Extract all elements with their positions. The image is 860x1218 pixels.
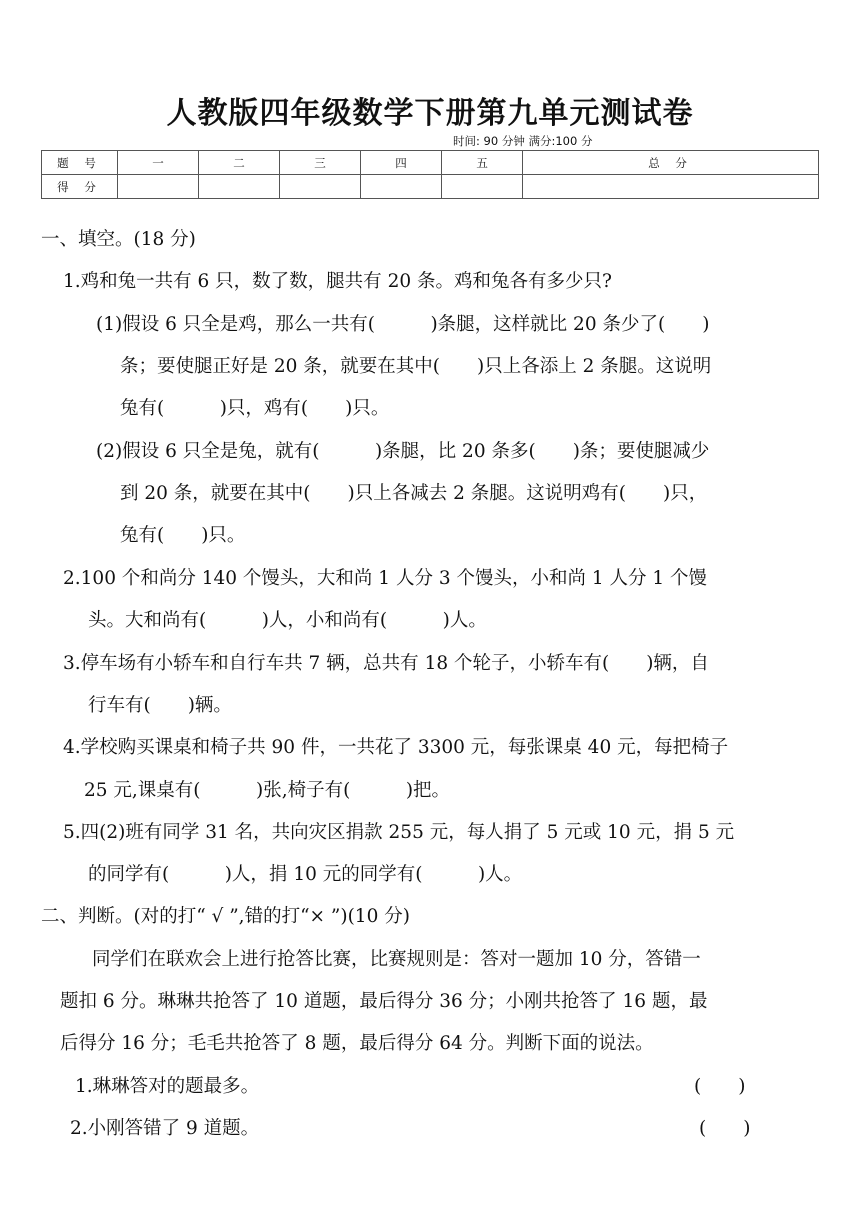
score-cell-3[interactable] — [280, 175, 361, 199]
judgment-item-2: 2.小刚答错了 9 道题。 — [70, 1118, 260, 1139]
section-1-heading: 一、填空。(18 分) — [41, 229, 196, 250]
question-1-part-1-line-1: (1)假设 6 只全是鸡，那么一共有( )条腿，这样就比 20 条少了( ) — [96, 314, 710, 335]
question-3-line-2: 行车有( )辆。 — [88, 695, 232, 716]
question-1-stem: 1.鸡和兔一共有 6 只，数了数，腿共有 20 条。鸡和兔各有多少只? — [63, 271, 612, 292]
exam-info: 时间: 90 分钟 满分:100 分 — [453, 134, 593, 148]
score-cell-1[interactable] — [118, 175, 199, 199]
score-cell-4[interactable] — [361, 175, 442, 199]
question-5-line-2: 的同学有( )人，捐 10 元的同学有( )人。 — [88, 864, 523, 885]
score-cell-5[interactable] — [442, 175, 523, 199]
score-cell-2[interactable] — [199, 175, 280, 199]
question-4-line-2: 25 元,课桌有( )张,椅子有( )把。 — [84, 780, 451, 801]
section-2-paragraph-line-1: 同学们在联欢会上进行抢答比赛，比赛规则是：答对一题加 10 分，答错一 — [92, 949, 701, 970]
score-table-header-row — [42, 151, 819, 175]
score-table — [41, 150, 819, 199]
judgment-item-1-answer-blank[interactable]: ( ) — [694, 1076, 746, 1097]
section-2-heading: 二、判断。(对的打“ √ ”,错的打“× ”)(10 分) — [41, 906, 410, 927]
score-col-label: 题 号 — [42, 151, 118, 175]
question-4-line-1: 4.学校购买课桌和椅子共 90 件，一共花了 3300 元，每张课桌 40 元，每把椅子 — [63, 737, 729, 758]
section-2-paragraph-line-3: 后得分 16 分；毛毛共抢答了 8 题，最后得分 64 分。判断下面的说法。 — [60, 1033, 654, 1054]
judgment-item-2-answer-blank[interactable]: ( ) — [699, 1118, 751, 1139]
score-col-3: 三 — [280, 151, 361, 175]
question-3-line-1: 3.停车场有小轿车和自行车共 7 辆，总共有 18 个轮子，小轿车有( )辆，自 — [63, 653, 709, 674]
score-row-label: 得 分 — [42, 175, 118, 199]
judgment-item-1: 1.琳琳答对的题最多。 — [75, 1076, 260, 1097]
score-cell-total[interactable] — [523, 175, 819, 199]
question-2-line-2: 头。大和尚有( )人，小和尚有( )人。 — [88, 610, 487, 631]
page-title: 人教版四年级数学下册第九单元测试卷 — [166, 96, 694, 131]
score-col-4: 四 — [361, 151, 442, 175]
question-1-part-1-line-2: 条；要使腿正好是 20 条，就要在其中( )只上各添上 2 条腿。这说明 — [120, 356, 712, 377]
score-col-total: 总 分 — [523, 151, 819, 175]
score-table-score-row — [42, 175, 819, 199]
question-1-part-1-line-3: 兔有( )只，鸡有( )只。 — [120, 398, 390, 419]
section-2-paragraph-line-2: 题扣 6 分。琳琳共抢答了 10 道题，最后得分 36 分；小刚共抢答了 16 题，最 — [60, 991, 708, 1012]
score-col-5: 五 — [442, 151, 523, 175]
question-2-line-1: 2.100 个和尚分 140 个馒头，大和尚 1 人分 3 个馒头，小和尚 1 人分 1 个馒 — [63, 568, 708, 589]
question-1-part-2-line-3: 兔有( )只。 — [120, 525, 246, 546]
score-col-2: 二 — [199, 151, 280, 175]
score-col-1: 一 — [118, 151, 199, 175]
question-5-line-1: 5.四(2)班有同学 31 名，共向灾区捐款 255 元，每人捐了 5 元或 10 元，捐 5 元 — [63, 822, 735, 843]
question-1-part-2-line-2: 到 20 条，就要在其中( )只上各减去 2 条腿。这说明鸡有( )只， — [120, 483, 708, 504]
question-1-part-2-line-1: (2)假设 6 只全是兔，就有( )条腿，比 20 条多( )条；要使腿减少 — [96, 441, 710, 462]
